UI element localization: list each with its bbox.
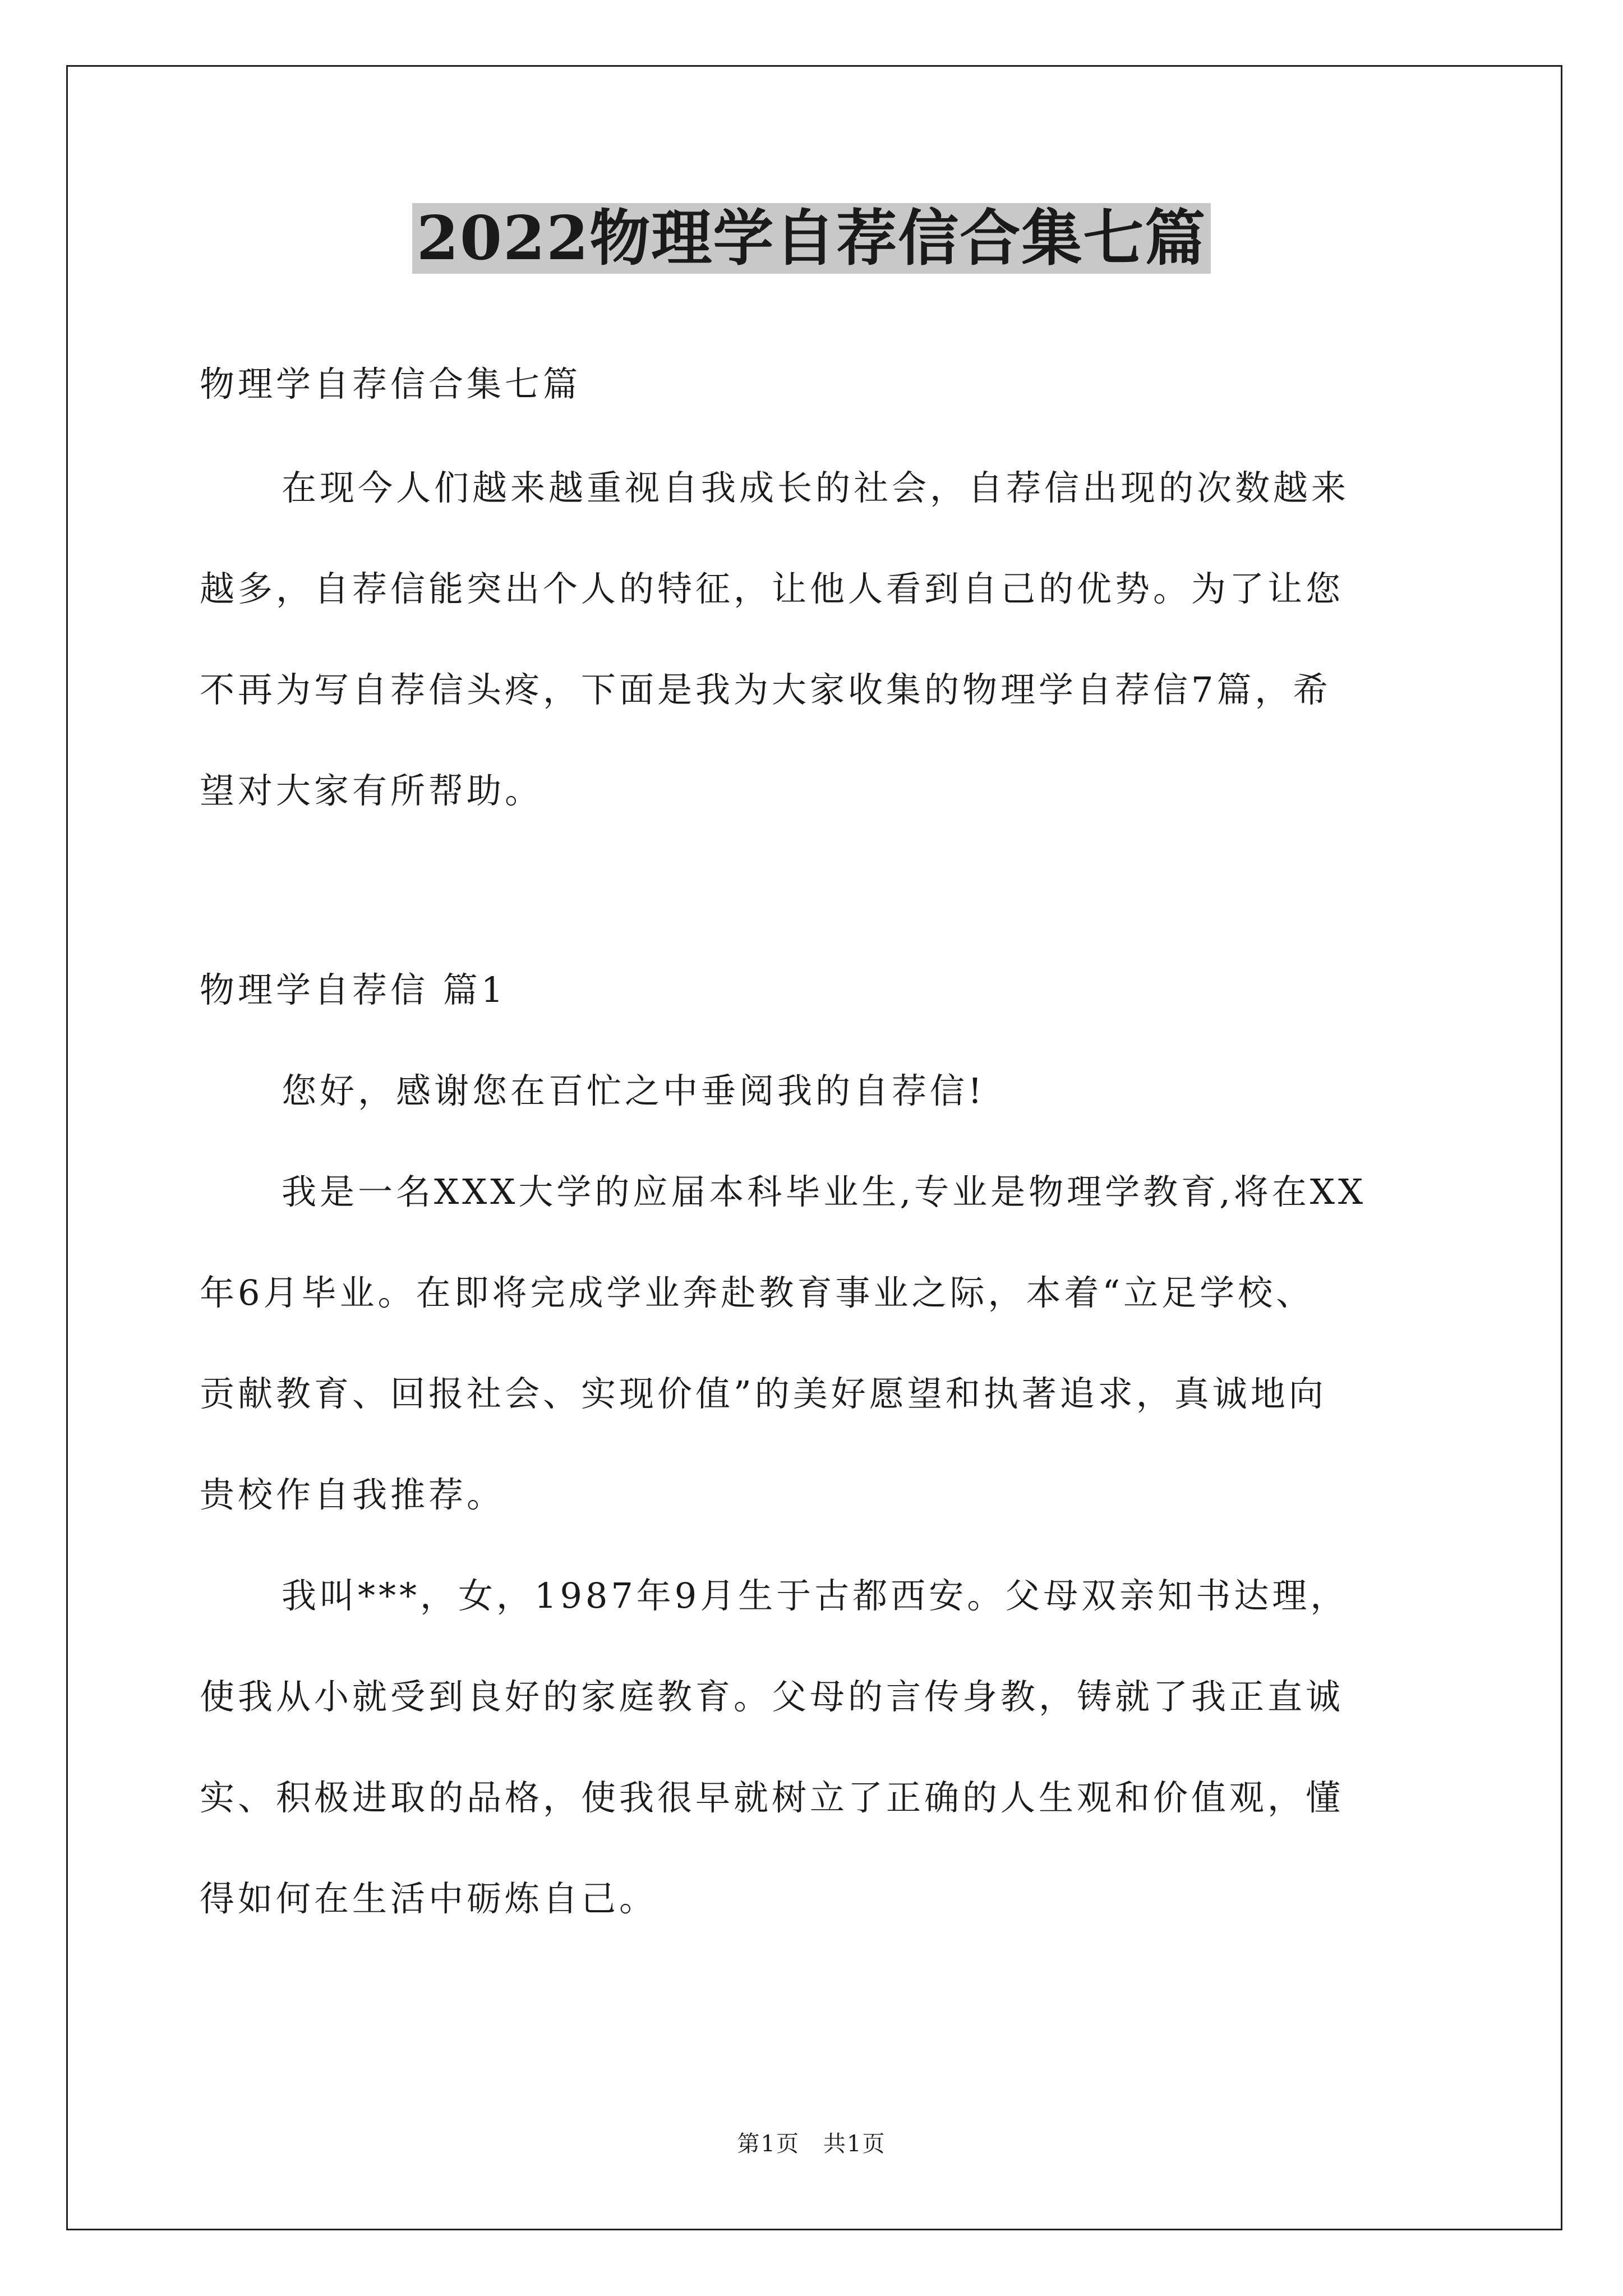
section-heading-block [200, 940, 1447, 1041]
paragraph3-line: 使我从小就受到良好的家庭教育。父母的言传身教，铸就了我正直诚 [200, 1676, 1344, 1717]
document-title [0, 199, 1623, 278]
intro-line: 不再为写自荐信头疼，下面是我为大家收集的物理学自荐信7篇，希 [200, 669, 1331, 710]
intro-line: 越多，自荐信能突出个人的特征，让他人看到自己的优势。为了让您 [200, 568, 1344, 609]
intro-line: 在现今人们越来越重视自我成长的社会，自荐信出现的次数越来 [282, 467, 1350, 508]
document-subtitle-block [200, 334, 1447, 435]
paragraph3-line: 我叫***，女，1987年9月生于古都西安。父母双亲知书达理， [282, 1575, 1349, 1616]
paragraph3-line: 得如何在生活中砺炼自己。 [200, 1878, 658, 1919]
paragraph2-line: 贡献教育、回报社会、实现价值”的美好愿望和执著追求，真诚地向 [200, 1373, 1327, 1414]
page-footer: 第1页 共1页 [737, 2131, 886, 2157]
paragraph2-line: 我是一名XXX大学的应届本科毕业生,专业是物理学教育,将在XX [282, 1171, 1367, 1212]
greeting-paragraph: 您好，感谢您在百忙之中垂阅我的自荐信! [282, 1070, 985, 1111]
intro-line: 望对大家有所帮助。 [200, 770, 543, 811]
paragraph3-line: 实、积极进取的品格，使我很早就树立了正确的人生观和价值观，懂 [200, 1777, 1344, 1818]
paragraph2-line: 贵校作自我推荐。 [200, 1474, 505, 1515]
document-title-text: 2022物理学自荐信合集七篇 [412, 203, 1211, 274]
document-subtitle: 物理学自荐信合集七篇 [200, 364, 582, 404]
paragraph2-line: 年6月毕业。在即将完成学业奔赴教育事业之际，本着“立足学校、 [200, 1272, 1315, 1313]
intro-paragraph [200, 438, 1447, 841]
section-heading: 物理学自荐信 篇1 [200, 969, 507, 1010]
letter-body [200, 1041, 1447, 1949]
